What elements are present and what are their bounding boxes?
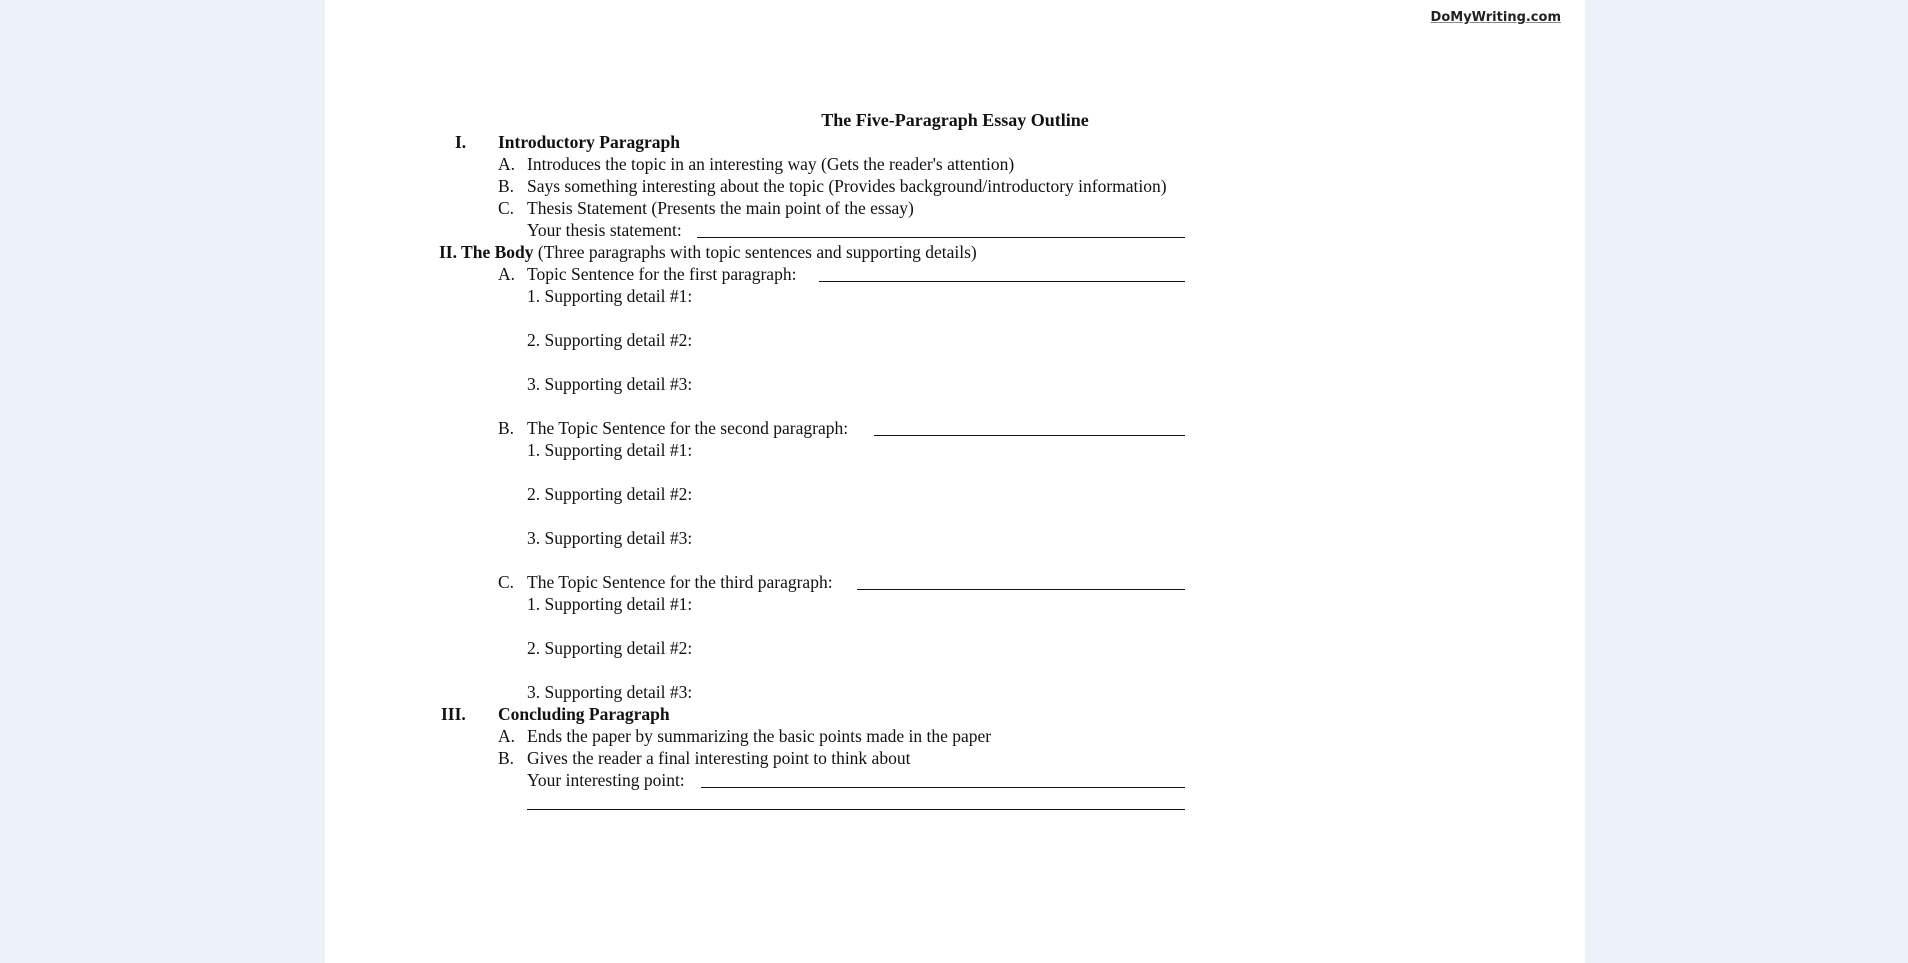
body-b-detail-3: 3. Supporting detail #3: xyxy=(527,528,693,548)
body-heading: II. The Body xyxy=(439,242,534,262)
brand-link[interactable]: DoMyWriting.com xyxy=(1430,10,1561,25)
body-c-text: The Topic Sentence for the third paragraph: xyxy=(527,572,833,592)
thesis-prompt: Your thesis statement: xyxy=(527,220,682,240)
body-b-detail-2: 2. Supporting detail #2: xyxy=(527,484,693,504)
conclusion-b-marker: B. xyxy=(498,748,515,768)
body-b-marker: B. xyxy=(498,418,515,438)
body-a-detail-2: 2. Supporting detail #2: xyxy=(527,330,693,350)
intro-a-text: Introduces the topic in an interesting way (Gets the reader's attention) xyxy=(527,154,1015,174)
intro-a-marker: A. xyxy=(498,154,516,174)
conclusion-a-marker: A. xyxy=(498,726,516,746)
body-b-detail-1: 1. Supporting detail #1: xyxy=(527,440,693,460)
body-b-text: The Topic Sentence for the second paragraph: xyxy=(527,418,849,438)
thesis-blank-line xyxy=(697,237,1185,238)
conclusion-b-text: Gives the reader a final interesting point to think about xyxy=(527,748,911,768)
topic-sentence-1-blank-line xyxy=(819,281,1185,282)
body-c-detail-1: 1. Supporting detail #1: xyxy=(527,594,693,614)
intro-heading: Introductory Paragraph xyxy=(498,132,680,152)
intro-b-marker: B. xyxy=(498,176,515,196)
topic-sentence-3-blank-line xyxy=(857,589,1185,590)
body-heading-note: (Three paragraphs with topic sentences and supporting details) xyxy=(537,242,977,262)
intro-c-text: Thesis Statement (Presents the main point of the essay) xyxy=(527,198,914,218)
body-c-detail-2: 2. Supporting detail #2: xyxy=(527,638,693,658)
body-a-marker: A. xyxy=(498,264,516,284)
title-text: The Five-Paragraph Essay Outline xyxy=(821,110,1089,130)
document-page xyxy=(325,0,1585,963)
conclusion-heading: Concluding Paragraph xyxy=(498,704,670,724)
body-heading-line xyxy=(439,241,977,263)
section-numeral-iii: III. xyxy=(441,704,466,724)
section-numeral-i: I. xyxy=(455,132,467,152)
conclusion-a-text: Ends the paper by summarizing the basic points made in the paper xyxy=(527,726,992,746)
interesting-point-prompt: Your interesting point: xyxy=(527,770,685,790)
intro-b-text: Says something interesting about the topic (Provides background/introductory information) xyxy=(527,176,1167,196)
page-title xyxy=(325,109,1585,131)
interesting-point-blank-line xyxy=(701,787,1185,788)
body-a-text: Topic Sentence for the first paragraph: xyxy=(527,264,797,284)
interesting-point-second-blank-line xyxy=(527,809,1185,810)
body-c-detail-3: 3. Supporting detail #3: xyxy=(527,682,693,702)
intro-c-marker: C. xyxy=(498,198,515,218)
topic-sentence-2-blank-line xyxy=(874,435,1185,436)
body-a-detail-3: 3. Supporting detail #3: xyxy=(527,374,693,394)
body-a-detail-1: 1. Supporting detail #1: xyxy=(527,286,693,306)
body-c-marker: C. xyxy=(498,572,515,592)
